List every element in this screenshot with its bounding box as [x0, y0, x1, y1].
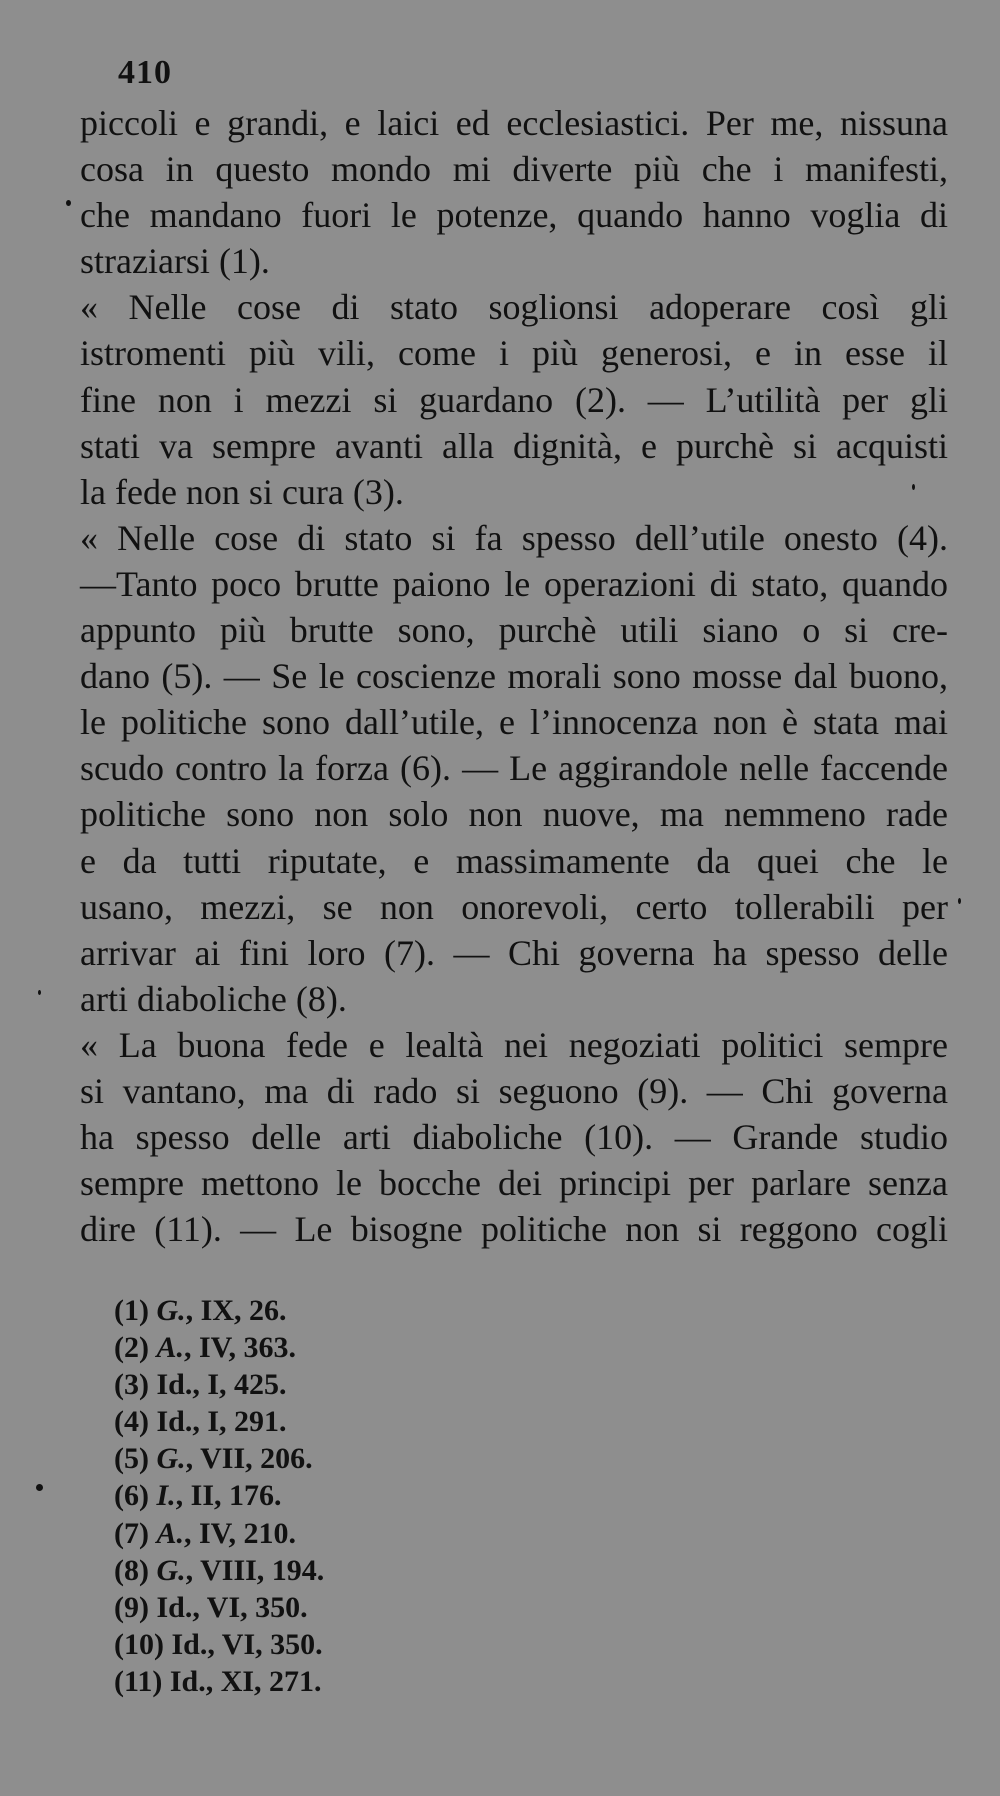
body-line: che mandano fuori le potenze, quando hanno voglia di: [80, 195, 948, 236]
footnote: [114, 1329, 324, 1366]
footnote-ref: , IX, 26.: [185, 1294, 287, 1327]
footnote: [114, 1626, 324, 1663]
scan-speck: [958, 898, 961, 904]
footnote: [114, 1440, 324, 1477]
footnote: [114, 1292, 324, 1329]
footnote-ref: Id., VI, 350.: [156, 1590, 308, 1624]
body-line: dire (11). — Le bisogne politiche non si reggono cogli: [80, 1209, 948, 1250]
body-line: scudo contro la forza (6). — Le aggirandole nelle faccende: [80, 748, 948, 789]
footnote-number: (11): [114, 1664, 163, 1698]
body-line: —Tanto poco brutte paiono le operazioni di stato, quando: [80, 563, 948, 604]
footnote-ref: , VIII, 194.: [185, 1553, 325, 1587]
body-line: straziarsi (1).: [80, 241, 270, 282]
footnote-number: (4): [114, 1405, 149, 1439]
body-line: ha spesso delle arti diaboliche (10). — Grande studio: [80, 1117, 948, 1158]
body-line: sempre mettono le bocche dei principi per parlare senza: [80, 1163, 948, 1204]
body-line: le politiche sono dall’utile, e l’innocenza non è stata mai: [80, 702, 948, 743]
body-line: « Nelle cose di stato soglionsi adoperare così gli: [80, 287, 948, 328]
footnote-source: I.: [156, 1479, 176, 1513]
page-number: 410: [118, 54, 172, 91]
scan-speck: [38, 990, 41, 995]
body-line: arrivar ai fini loro (7). — Chi governa ha spesso delle: [80, 932, 948, 973]
body-line: appunto più brutte sono, purchè utili siano o si cre-: [80, 610, 948, 651]
footnote-source: A.: [156, 1516, 184, 1550]
footnote-ref: , VII, 206.: [185, 1442, 313, 1476]
body-line: usano, mezzi, se non onorevoli, certo tollerabili per: [80, 886, 948, 927]
footnote-ref: , IV, 363.: [184, 1331, 296, 1365]
footnote-ref: Id., I, 425.: [156, 1368, 287, 1402]
footnote-number: (6): [114, 1479, 149, 1513]
body-text: [80, 100, 948, 1252]
body-line: cosa in questo mondo mi diverte più che i manifesti,: [80, 149, 948, 190]
footnote-ref: Id., VI, 350.: [171, 1627, 323, 1661]
footnote-number: (5): [114, 1442, 149, 1476]
footnote-ref: , II, 176.: [175, 1479, 282, 1513]
footnote-number: (3): [114, 1368, 149, 1402]
body-line: dano (5). — Se le coscienze morali sono mosse dal buono,: [80, 656, 948, 697]
body-line: e da tutti riputate, e massimamente da quei che le: [80, 840, 948, 881]
footnotes: [114, 1292, 324, 1700]
body-line: « Nelle cose di stato si fa spesso dell’utile onesto (4).: [80, 517, 948, 558]
body-line: arti diaboliche (8).: [80, 978, 347, 1019]
footnote-source: G.: [156, 1442, 186, 1476]
footnote-source: G.: [156, 1553, 186, 1587]
footnote-ref: Id., I, 291.: [156, 1405, 287, 1439]
footnote-number: (10): [114, 1627, 164, 1661]
footnote-source: A.: [156, 1331, 184, 1365]
body-line: si vantano, ma di rado si seguono (9). — Chi governa: [80, 1070, 948, 1111]
footnote-source: G.: [156, 1294, 186, 1327]
body-line: la fede non si cura (3).: [80, 471, 404, 512]
footnote: [114, 1552, 324, 1589]
footnote: [114, 1663, 324, 1700]
footnote: [114, 1366, 324, 1403]
body-line: stati va sempre avanti alla dignità, e purchè si acquisti: [80, 425, 948, 466]
scan-speck: [66, 200, 71, 206]
footnote: [114, 1477, 324, 1514]
body-line: piccoli e grandi, e laici ed ecclesiastici. Per me, nissuna: [80, 103, 948, 143]
footnote-ref: Id., XI, 271.: [169, 1664, 322, 1698]
body-line: « La buona fede e lealtà nei negoziati politici sempre: [80, 1024, 948, 1065]
footnote-number: (9): [114, 1590, 149, 1624]
body-line: politiche sono non solo non nuove, ma nemmeno rade: [80, 794, 948, 835]
scan-speck: [36, 1484, 43, 1491]
footnote: [114, 1589, 324, 1626]
scan-speck: [912, 484, 915, 490]
footnote-number: (1): [114, 1294, 149, 1327]
footnote-number: (8): [114, 1553, 149, 1587]
body-line: fine non i mezzi si guardano (2). — L’utilità per gli: [80, 379, 948, 420]
footnote: [114, 1515, 324, 1552]
footnote-ref: , IV, 210.: [184, 1516, 296, 1550]
footnote-number: (7): [114, 1516, 149, 1550]
footnote-number: (2): [114, 1331, 149, 1365]
body-line: istromenti più vili, come i più generosi, e in esse il: [80, 333, 948, 374]
footnote: [114, 1403, 324, 1440]
